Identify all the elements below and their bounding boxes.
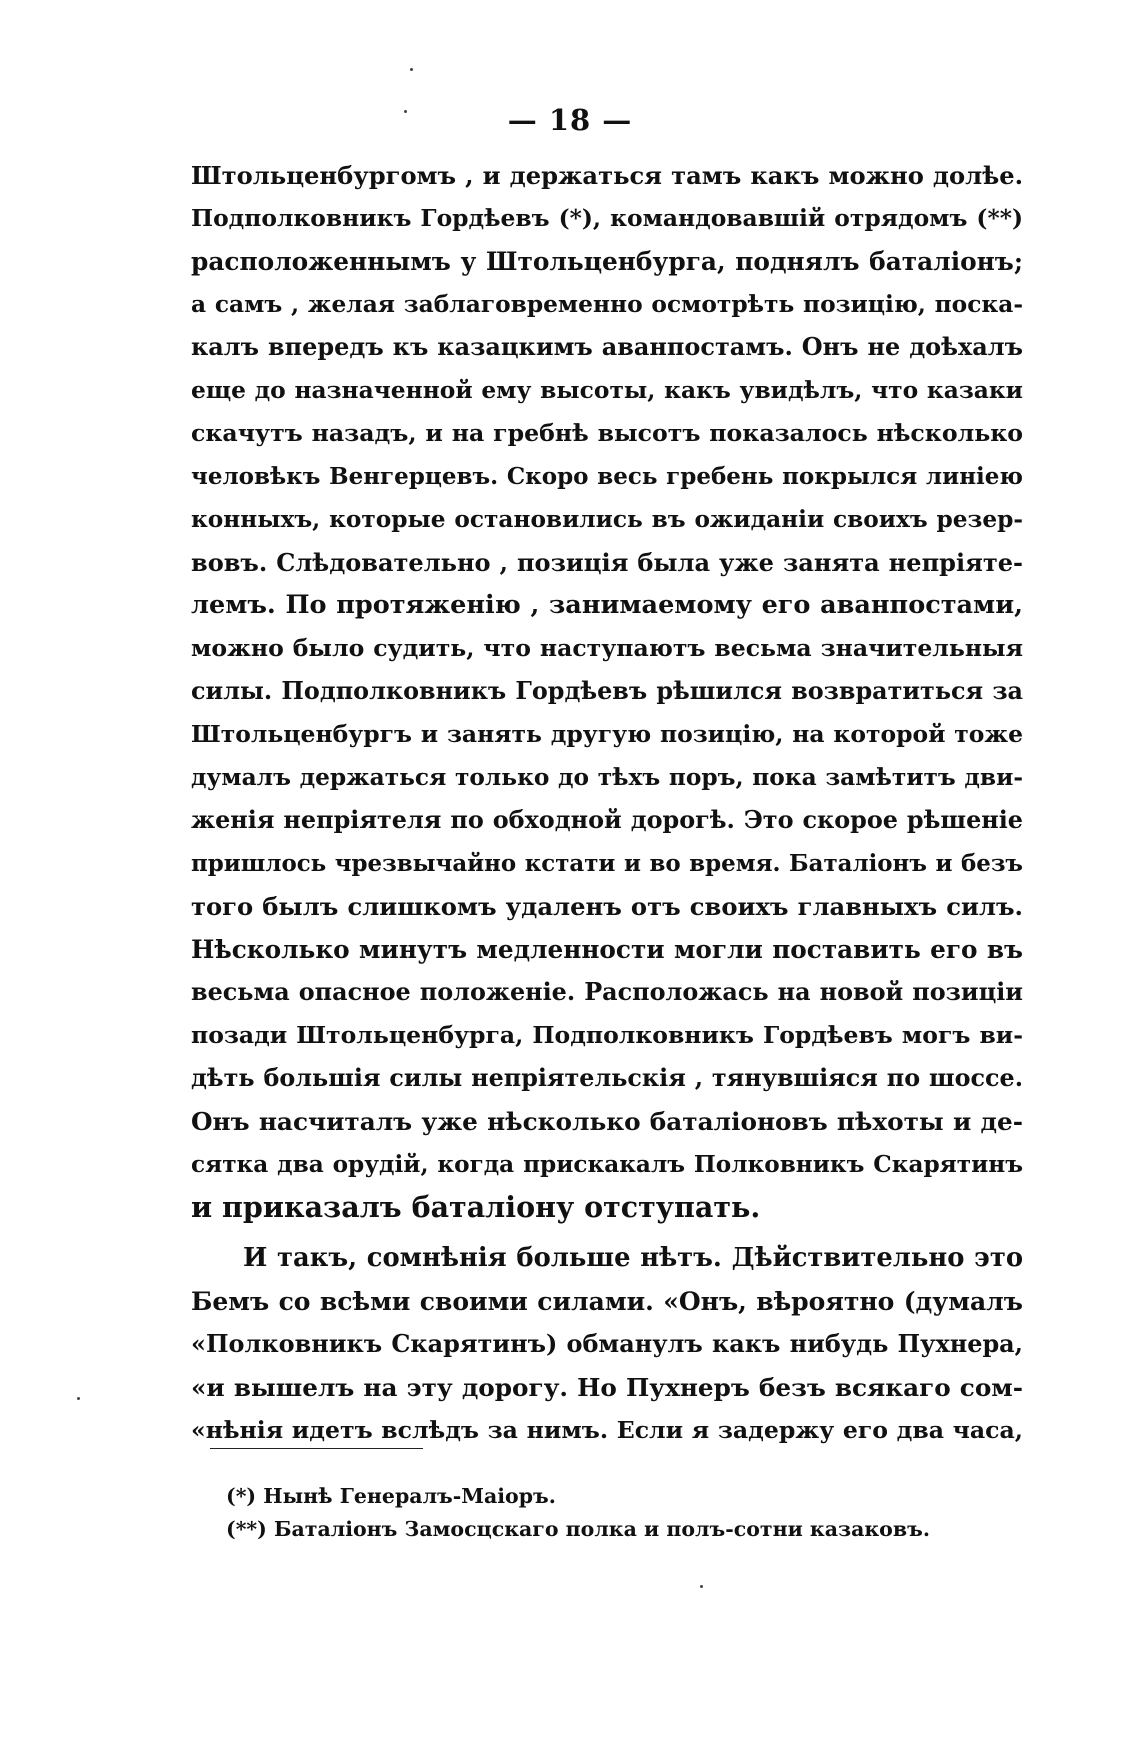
scan-speck [77,1397,80,1400]
text-line: еще до назначенной ему высоты, какъ увидѣлъ, что казаки [191,376,1023,404]
scan-speck [404,110,407,113]
text-line: Штольценбургъ и занять другую позицію, на которой тоже [191,720,1023,748]
text-line: весьма опасное положеніе. Расположась на новой позиціи [191,978,1023,1006]
text-line: женія непріятеля по обходной дорогѣ. Это скорое рѣшеніе [191,806,1023,834]
page-number: — 18 — [507,103,633,137]
text-line: и приказалъ баталіону отступать. [191,1190,761,1224]
text-line: силы. Подполковникъ Гордѣевъ рѣшился возвратиться за [191,677,1023,705]
scan-speck [410,68,413,71]
text-line: человѣкъ Венгерцевъ. Скоро весь гребень покрылся линіею [191,463,1023,490]
text-line: Штольценбургомъ , и держаться тамъ какъ можно долѣе. [191,161,1023,190]
text-line: пришлось чрезвычайно кстати и во время. Баталіонъ и безъ [191,850,1023,877]
text-line: Подполковникъ Гордѣевъ (*), командовавшій отрядомъ (**) [191,204,1023,232]
text-line: дѣть большія силы непріятельскія , тянувшіяся по шоссе. [191,1064,1023,1092]
text-line: конныхъ, которые остановились въ ожиданіи своихъ резер- [191,506,1023,533]
scan-speck [700,1585,703,1588]
text-line: Нѣсколько минутъ медленности могли поставить его въ [191,935,1023,964]
text-line: думалъ держаться только до тѣхъ поръ, пока замѣтитъ дви- [191,764,1023,791]
text-line: Онъ насчиталъ уже нѣсколько баталіоновъ пѣхоты и де- [191,1107,1023,1136]
text-line: лемъ. По протяженію , занимаемому его аванпостами, [191,590,1023,620]
text-line: вовъ. Слѣдовательно , позиція была уже занята непріяте- [191,548,1023,577]
text-line: скачутъ назадъ, и на гребнѣ высотъ показалось нѣсколько [191,419,1023,447]
text-line: «нѣнія идетъ вслѣдъ за нимъ. Если я задержу его два часа, [191,1416,1023,1444]
footnote: (*) Нынѣ Генералъ-Маіоръ. [226,1484,556,1508]
text-line: И такъ, сомнѣнія больше нѣтъ. Дѣйствительно это [243,1243,1023,1273]
paragraph-2 [191,1237,1023,1452]
text-line: калъ впередъ къ казацкимъ аванпостамъ. Онъ не доѣхалъ [191,333,1023,361]
text-line: того былъ слишкомъ удаленъ отъ своихъ главныхъ силъ. [191,892,1023,921]
footnotes [226,1480,930,1546]
text-line: «и вышелъ на эту дорогу. Но Пухнеръ безъ всякаго сом- [191,1373,1023,1402]
text-line: «Полковникъ Скарятинъ) обманулъ какъ нибудь Пухнера, [191,1330,1023,1358]
footnote-rule [210,1448,423,1449]
footnote: (**) Баталіонъ Замосцскаго полка и полъ-сотни казаковъ. [226,1517,930,1541]
text-line: Бемъ со всѣми своими силами. «Онъ, вѣроятно (думалъ [191,1287,1023,1316]
text-line: можно было судить, что наступаютъ весьма значительныя [191,634,1023,662]
text-line: позади Штольценбурга, Подполковникъ Гордѣевъ могъ ви- [191,1021,1023,1049]
paragraph-1 [191,154,1023,1229]
paragraph-gap [191,1229,1023,1237]
text-line: сятка два орудій, когда прискакалъ Полковникъ Скарятинъ [191,1151,1023,1178]
text-line: а самъ , желая заблаговременно осмотрѣть позицію, поска- [191,291,1023,318]
body-text [191,154,1023,1452]
text-line: расположеннымъ у Штольценбурга, поднялъ баталіонъ; [191,247,1023,276]
